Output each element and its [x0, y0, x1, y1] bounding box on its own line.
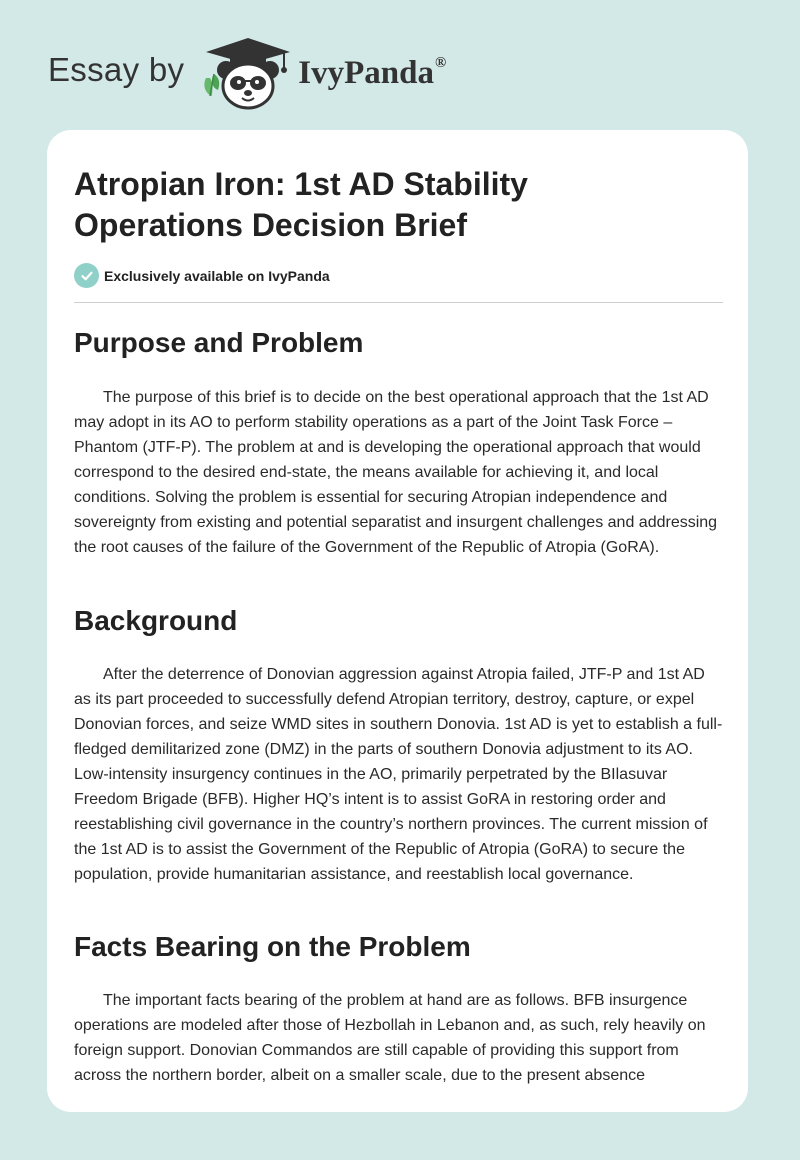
brand-name[interactable]: IvyPanda®	[298, 54, 447, 91]
exclusive-label: Exclusively available on IvyPanda	[104, 267, 330, 284]
registered-mark: ®	[435, 54, 447, 71]
essay-by-label: Essay by	[48, 51, 185, 88]
exclusive-badge	[74, 263, 330, 288]
section-paragraph: The purpose of this brief is to decide on the best operational approach that the 1st AD may adopt in its AO to perform stability operations as a part of the Joint Task Force – Phantom (JTF-P). The problem at and is developing the operational approach that would correspond to the desired end-state, the means available for achieving it, and local conditions. Solving the problem is essential for securing Atropian independence and sovereignty from existing and potential separatist and insurgent challenges and addressing the root causes of the failure of the Government of the Republic of Atropia (GoRA).	[74, 389, 718, 556]
section-paragraph: After the deterrence of Donovian aggression against Atropia failed, JTF-P and 1st AD as its part proceeded to successfully defend Atropian territory, destroy, capture, or expel Donovian forces, and seize WMD sites in southern Donovia. 1st AD is yet to establish a full-fledged demilitarized zone (DMZ) in the parts of southern Donovia adjustment to its AO. Low-intensity insurgency continues in the AO, primarily perpetrated by the BIlasuvar Freedom Brigade (BFB). Higher HQ’s intent is to assist GoRA in restoring order and reestablishing civil governance in the country’s northern provinces. The current mission of the 1st AD is to assist the Government of the Republic of Atropia (GoRA) to secure the population, provide humanitarian assistance, and reestablish local governance.	[74, 666, 723, 883]
article-card	[47, 130, 748, 1112]
section-heading: Purpose and Problem	[74, 327, 364, 358]
section-heading: Background	[74, 605, 238, 636]
section-paragraph: The important facts bearing of the problem at hand are as follows. BFB insurgence operations are modeled after those of Hezbollah in Lebanon and, as such, rely heavily on foreign support. Donovian Commandos are still capable of providing this support from across the northern border, albeit on a smaller scale, due to the present absence	[74, 992, 706, 1084]
checkmark-icon	[74, 263, 99, 288]
panda-logo-icon[interactable]	[200, 34, 296, 110]
article-title: Atropian Iron: 1st AD Stability Operations Decision Brief	[74, 166, 528, 243]
divider	[74, 302, 723, 303]
section-heading: Facts Bearing on the Problem	[74, 931, 471, 962]
site-header	[48, 34, 446, 110]
